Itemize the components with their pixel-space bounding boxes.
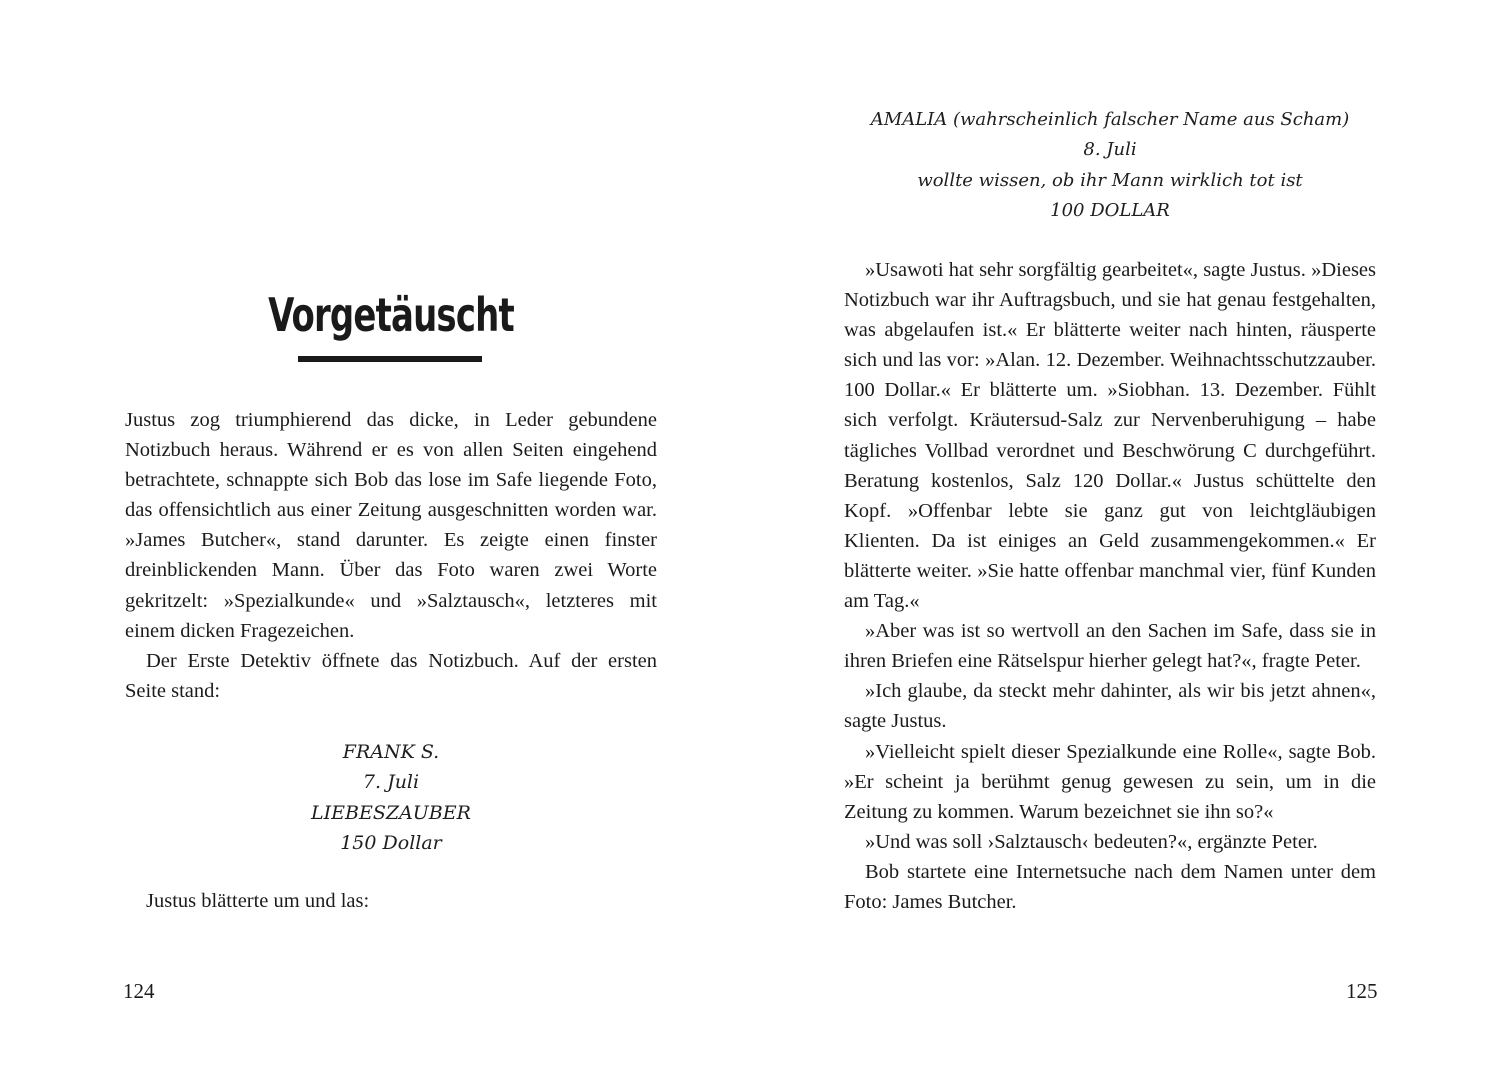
paragraph: »Usawoti hat sehr sorgfältig gearbeitet«, sagte Justus. »Dieses Notizbuch war ihr Auftragsbuch, und sie hat genau festgehalten, was abgelaufen ist.« Er blätterte weiter nach hinten, räusperte sich und las vor: »Alan. 12. Dezember. Weihnachtsschutzzauber. 100 Dollar.« Er blätterte um. »Siobhan. 13. Dezember. Fühlt sich verfolgt. Kräutersud-Salz zur Nervenberuhigung – habe tägliches Vollbad verordnet und Beschwörung C durchgeführt. Beratung kostenlos, Salz 120 Dollar.« Justus schüttelte den Kopf. »Offenbar lebte sie ganz gut von leichtgläubigen Klienten. Da ist einiges an Geld zusammengekommen.« Er blätterte weiter. »Sie hatte offenbar manchmal vier, fünf Kunden am Tag.« (844, 259, 1376, 613)
page-number: 125 (1346, 979, 1378, 1003)
entry-price: 100 DOLLAR (1050, 199, 1170, 221)
paragraph: »Vielleicht spielt dieser Spezialkunde eine Rolle«, sagte Bob. »Er scheint ja berühmt genug gewesen zu sein, um in die Zeitung zu kommen. Warum bezeichnet sie ihn so?« (844, 740, 1376, 823)
notebook-entry (844, 105, 1376, 226)
entry-service: LIEBESZAUBER (311, 801, 471, 824)
paragraph: Bob startete eine Internetsuche nach dem Namen unter dem Foto: James Butcher. (844, 860, 1376, 913)
paragraph: »Aber was ist so wertvoll an den Sachen im Safe, dass sie in ihren Briefen eine Rätselspur hierher gelegt hat?«, fragte Peter. (844, 620, 1376, 673)
right-page (750, 0, 1500, 1087)
notebook-entry (125, 737, 657, 858)
left-body-text (125, 405, 657, 706)
entry-price: 150 Dollar (340, 831, 442, 854)
left-body-text-continued (125, 886, 657, 916)
paragraph: Der Erste Detektiv öffnete das Notizbuch. Auf der ersten Seite stand: (125, 649, 657, 702)
paragraph: Justus blätterte um und las: (146, 890, 370, 912)
entry-description: wollte wissen, ob ihr Mann wirklich tot ist (917, 169, 1303, 191)
entry-date: 7. Juli (362, 771, 420, 794)
paragraph: Justus zog triumphierend das dicke, in Leder gebundene Notizbuch heraus. Während er es von allen Seiten eingehend betrachtete, schnappte sich Bob das lose im Safe liegende Foto, das offensichtlich aus einer Zeitung ausgeschnitten worden war. »James Butcher«, stand darunter. Es zeigte einen finster dreinblickenden Mann. Über das Foto waren zwei Worte gekritzelt: »Spezialkunde« und »Salztausch«, letzteres mit einem dicken Fragezeichen. (125, 409, 657, 642)
right-body-text (844, 255, 1376, 917)
paragraph: »Und was soll ›Salztausch‹ bedeuten?«, ergänzte Peter. (865, 830, 1318, 853)
paragraph: »Ich glaube, da steckt mehr dahinter, als wir bis jetzt ahnen«, sagte Justus. (844, 680, 1376, 733)
entry-name: AMALIA (wahrscheinlich falscher Name aus Scham) (870, 109, 1350, 130)
chapter-title: Vorgetäuscht (268, 288, 514, 342)
entry-date: 8. Juli (1083, 139, 1137, 161)
entry-name: FRANK S. (342, 741, 440, 763)
title-underline (298, 356, 482, 362)
page-number: 124 (123, 979, 155, 1003)
